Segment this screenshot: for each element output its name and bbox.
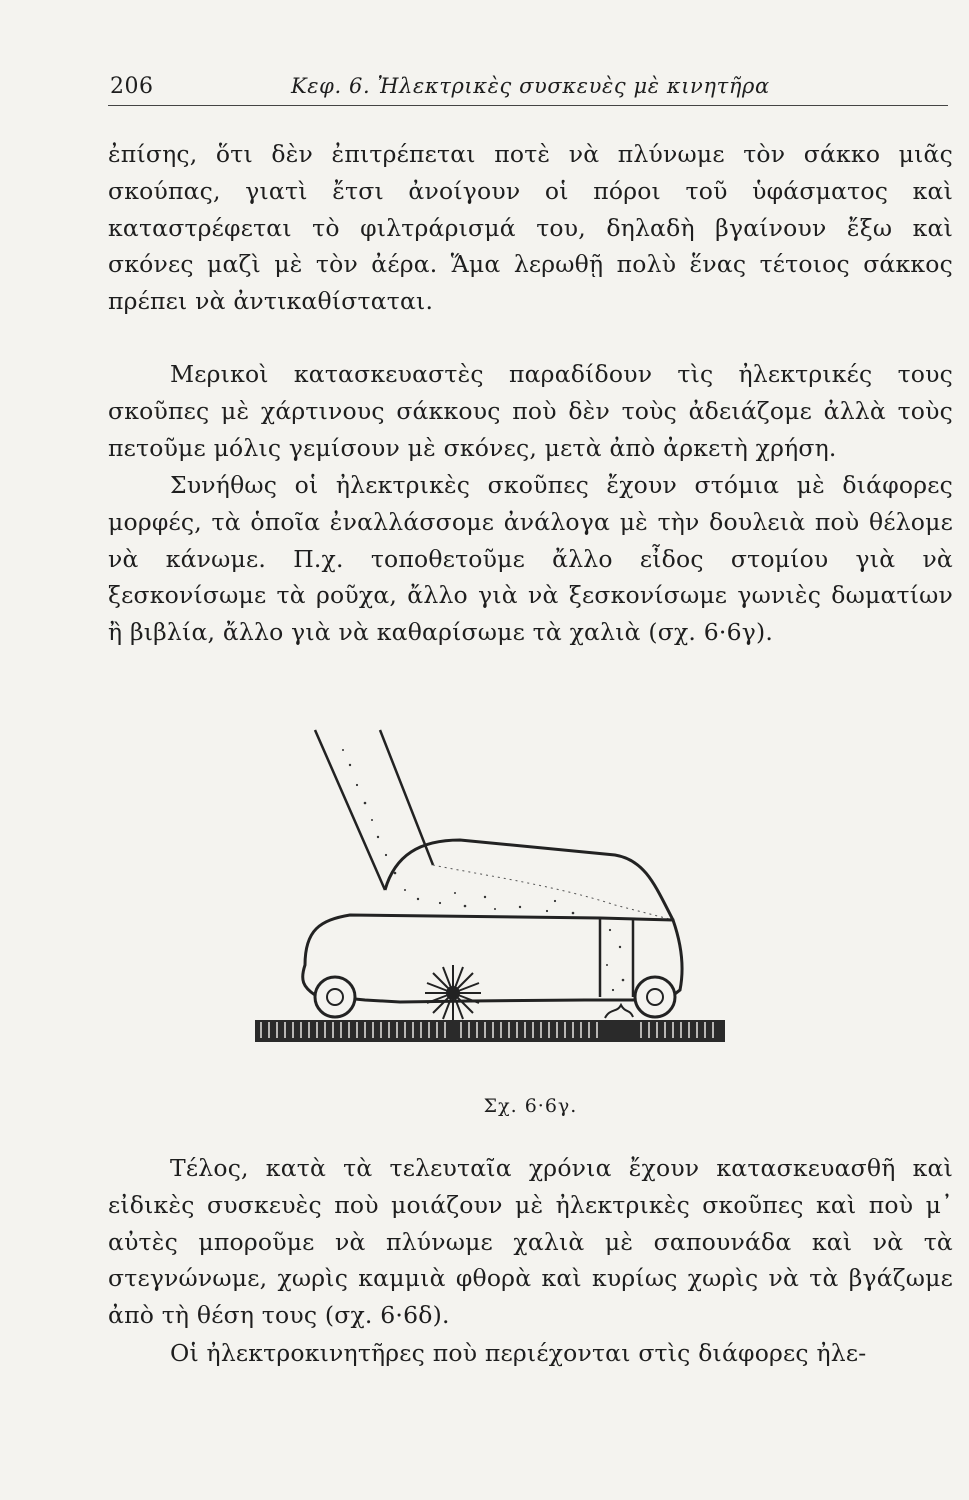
header-rule bbox=[108, 105, 948, 106]
paragraph-3: Συνήθως οἱ ἠλεκτρικὲς σκοῦπες ἔχουν στόμια μὲ διάφορες μορφές, τὰ ὁποῖα ἐναλλάσσομε ἀνάλογα μὲ τὴν δουλειὰ ποὺ θέλομε νὰ κάνωμε. Π.χ. τοποθετοῦμε ἄλλο εἶδος στομίου γιὰ νὰ ξεσκονίσωμε τὰ ροῦχα, ἄλλο γιὰ νὰ ξεσκονίσωμε γωνιὲς δωματίων ἢ βιβλία, ἄλλο γιὰ νὰ καθαρίσωμε τὰ χαλιὰ (σχ. 6·6γ). bbox=[108, 471, 953, 647]
paragraph-2: Μερικοὶ κατασκευαστὲς παραδίδουν τὶς ἠλεκτρικές τους σκοῦπες μὲ χάρτινους σάκκους ποὺ δὲν τοὺς ἀδειάζομε ἀλλὰ τοὺς πετοῦμε μόλις γεμίσουν μὲ σκόνες, μετὰ ἀπὸ ἀρκετὴ χρήση. bbox=[108, 360, 953, 462]
page-header bbox=[108, 68, 948, 108]
vacuum-nozzle-illustration bbox=[255, 725, 725, 1105]
paragraph-1: ἐπίσης, ὅτι δὲν ἐπιτρέπεται ποτὲ νὰ πλύνωμε τὸν σάκκο μιᾶς σκούπας, γιατὶ ἔτσι ἀνοίγουν οἱ πόροι τοῦ ὑφάσματος καὶ καταστρέφεται τὸ φιλτράρισμά του, δηλαδὴ βγαίνουν ἔξω καὶ σκόνες μαζὶ μὲ τὸν ἀέρα. Ἅμα λερωθῇ πολὺ ἕνας τέτοιος σάκκος πρέπει νὰ ἀντικαθίσταται. bbox=[108, 140, 953, 316]
figure-caption: Σχ. 6·6γ. bbox=[483, 1095, 578, 1117]
paragraph-4: Τέλος, κατὰ τὰ τελευταῖα χρόνια ἔχουν κατασκευασθῆ καὶ εἰδικὲς συσκευὲς ποὺ μοιάζουν μὲ ἠλεκτρικὲς σκοῦπες καὶ ποὺ μ᾽ αὐτὲς μποροῦμε νὰ πλύνωμε χαλιὰ μὲ σαπουνάδα καὶ νὰ τὰ στεγνώνωμε, χωρὶς καμμιὰ φθορὰ καὶ κυρίως χωρὶς νὰ τὰ βγάζωμε ἀπὸ τὴ θέση τους (σχ. 6·6δ). bbox=[108, 1154, 953, 1330]
running-title: Κεφ. 6. Ἠλεκτρικὲς συσκευὲς μὲ κινητῆρα bbox=[291, 74, 770, 98]
page-number: 206 bbox=[110, 74, 154, 99]
paragraph-5: Οἱ ἠλεκτροκινητῆρες ποὺ περιέχονται στὶς διάφορες ἠλε- bbox=[170, 1339, 867, 1367]
vacuum-cleaner-figure bbox=[255, 725, 725, 1105]
